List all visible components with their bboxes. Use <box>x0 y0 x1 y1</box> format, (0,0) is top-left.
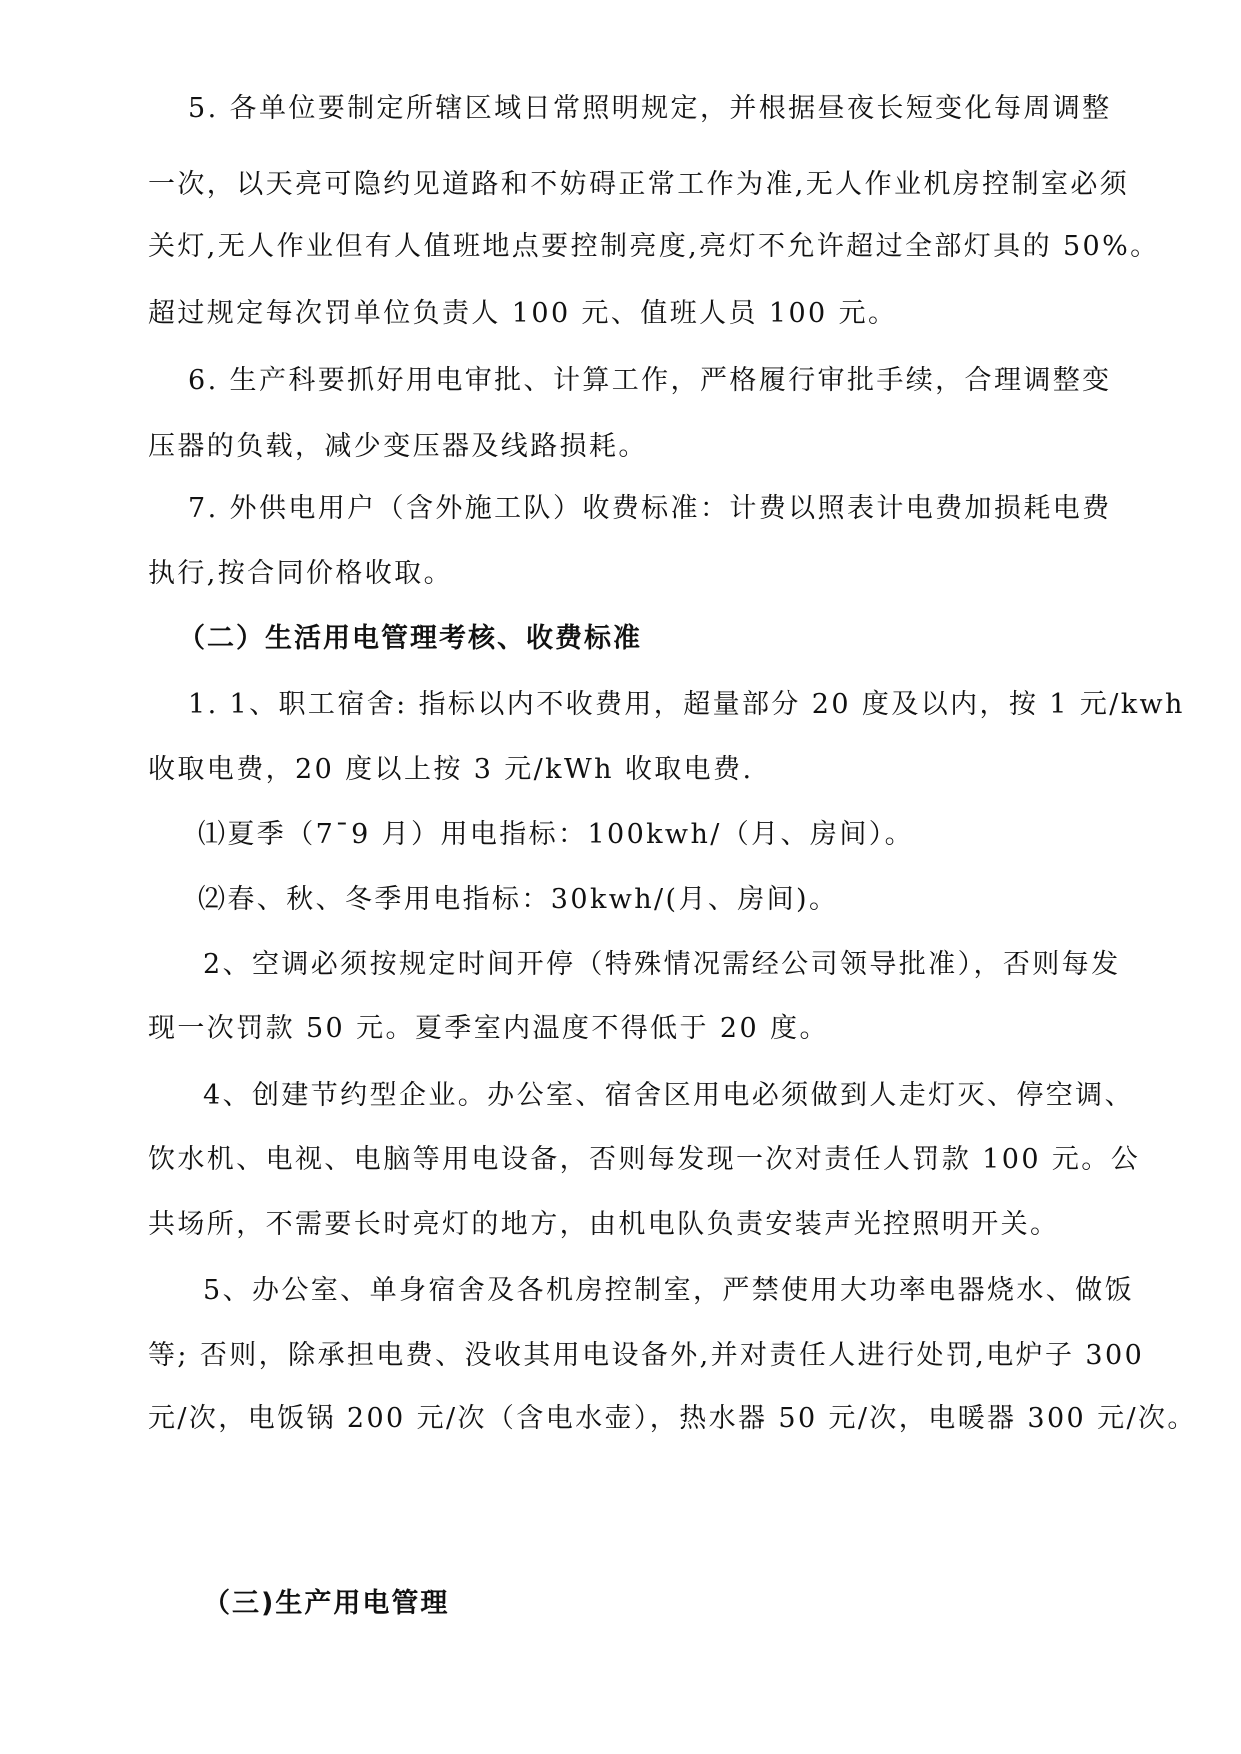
section-heading: （二）生活用电管理考核、收费标准 <box>178 623 642 654</box>
text-line: 执行,按合同价格收取。 <box>148 558 453 589</box>
text-line: 7. 外供电用户（含外施工队）收费标准：计费以照表计电费加损耗电费 <box>188 493 1112 524</box>
text-line: 6. 生产科要抓好用电审批、计算工作，严格履行审批手续，合理调整变 <box>188 365 1112 396</box>
text-line: ⑴夏季（7¯9 月）用电指标：100kwh/（月、房间）。 <box>198 819 915 850</box>
text-line: 压器的负载，减少变压器及线路损耗。 <box>148 431 648 462</box>
section-heading: （三)生产用电管理 <box>203 1588 450 1619</box>
text-line: 1. 1、职工宿舍: 指标以内不收费用，超量部分 20 度及以内，按 1 元/kwh <box>188 689 1185 720</box>
text-line: 2、空调必须按规定时间开停（特殊情况需经公司领导批准），否则每发 <box>203 949 1121 980</box>
text-line: 5、办公室、单身宿舍及各机房控制室，严禁使用大功率电器烧水、做饭 <box>203 1275 1134 1306</box>
text-line: 5. 各单位要制定所辖区域日常照明规定，并根据昼夜长短变化每周调整 <box>188 93 1112 124</box>
text-line: 共场所，不需要长时亮灯的地方，由机电队负责安装声光控照明开关。 <box>148 1209 1060 1240</box>
text-line: 收取电费，20 度以上按 3 元/kWh 收取电费. <box>148 754 754 785</box>
text-line: 4、创建节约型企业。办公室、宿舍区用电必须做到人走灯灭、停空调、 <box>203 1080 1134 1111</box>
text-line: 现一次罚款 50 元。夏季室内温度不得低于 20 度。 <box>148 1013 829 1044</box>
text-line: 关灯,无人作业但有人值班地点要控制亮度,亮灯不允许超过全部灯具的 50%。 <box>148 231 1160 262</box>
text-line: 一次，以天亮可隐约见道路和不妨碍正常工作为准,无人作业机房控制室必须 <box>148 169 1130 200</box>
text-line: 等; 否则，除承担电费、没收其用电设备外,并对责任人进行处罚,电炉子 300 <box>148 1340 1145 1371</box>
text-line: 饮水机、电视、电脑等用电设备，否则每发现一次对责任人罚款 100 元。公 <box>148 1144 1141 1175</box>
text-line: 元/次，电饭锅 200 元/次（含电水壶），热水器 50 元/次，电暖器 300 元/次。 <box>148 1403 1197 1434</box>
text-line: ⑵春、秋、冬季用电指标：30kwh/(月、房间)。 <box>198 884 839 915</box>
text-line: 超过规定每次罚单位负责人 100 元、值班人员 100 元。 <box>148 298 898 329</box>
